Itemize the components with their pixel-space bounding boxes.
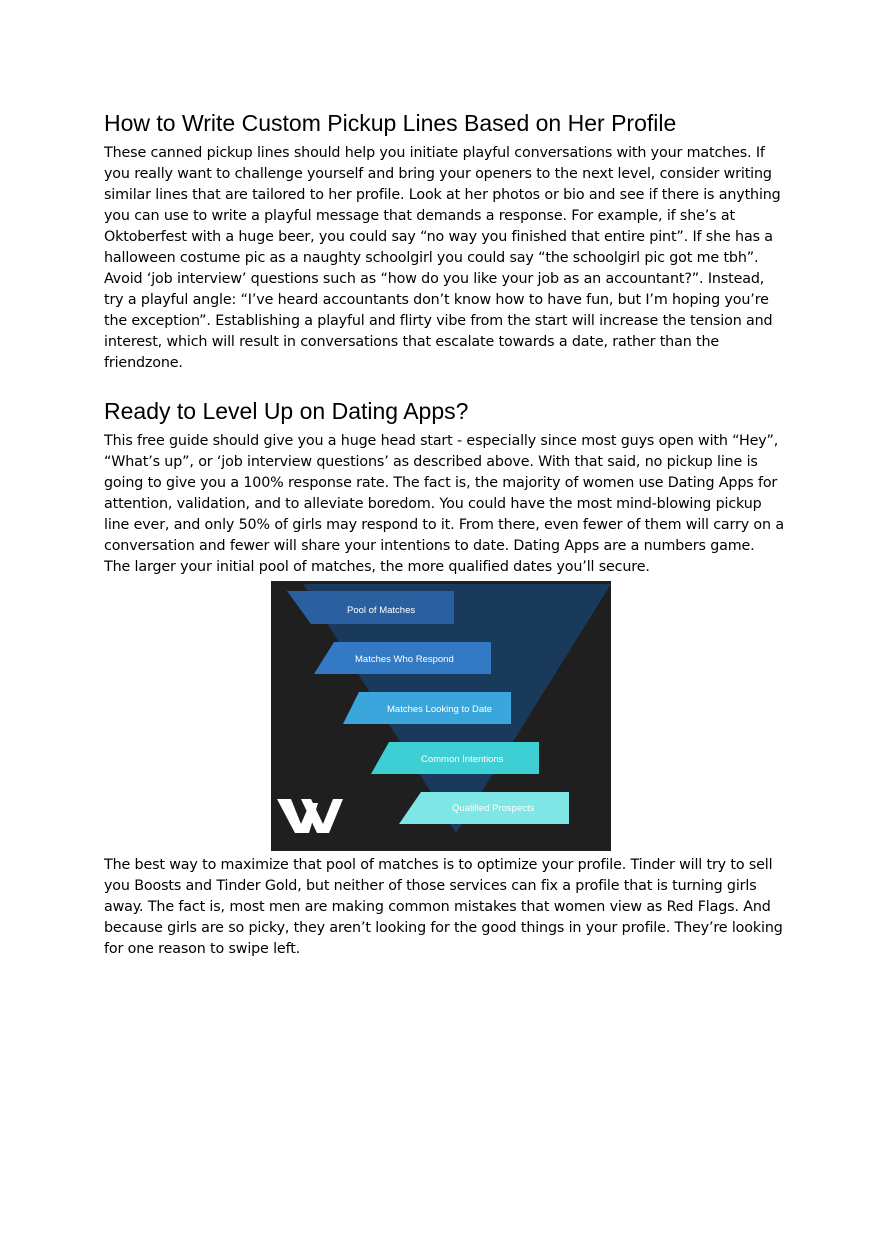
heading-custom-pickup-lines: How to Write Custom Pickup Lines Based on Her Profile [104,110,677,136]
funnel-stage-4 [371,742,539,774]
funnel-stage-5-label: Qualified Prospects [452,803,535,814]
dating-funnel-figure [271,581,611,851]
funnel-stage-1-label: Pool of Matches [347,605,416,616]
paragraph-optimize-profile: The best way to maximize that pool of matches is to optimize your profile. Tinder will try to sell you Boosts and Tinder Gold, but neither of those services can fix a profile that is turning girls away. The fact is, most men are making common mistakes that women view as Red Flags. And because girls are so picky, they aren’t looking for the good things in your profile. They’re looking for one reason to swipe left. [104,857,783,957]
funnel-stage-5 [399,792,569,824]
funnel-stage-2-label: Matches Who Respond [355,654,454,665]
funnel-stage-4-label: Common Intentions [421,754,504,765]
funnel-graphic [271,581,611,851]
funnel-stage-3 [343,692,511,724]
funnel-stage-3-label: Matches Looking to Date [387,704,493,715]
document-content [104,108,784,960]
paragraph-custom-pickup-lines: These canned pickup lines should help you initiate playful conversations with your matches. If you really want to challenge yourself and bring your openers to the next level, consider writing similar lines that are tailored to her profile. Look at her photos or bio and see if there is anything you can use to write a playful message that demands a response. For example, if she’s at Oktoberfest with a huge beer, you could say “no way you finished that entire pint”. If she has a halloween costume pic as a naughty schoolgirl you could say “the schoolgirl pic got me tbh”. Avoid ‘job interview’ questions such as “how do you like your job as an accountant?”. Instead, try a playful angle: “I’ve heard accountants don’t know how to have fun, but I’m hoping you’re the exception”. Establishing a playful and flirty vibe from the start will increase the tension and interest, which will result in conversations that escalate towards a date, rather than the friendzone. [104,145,781,371]
paragraph-level-up: This free guide should give you a huge head start - especially since most guys open with “Hey”, “What’s up”, or ‘job interview questions’ as described above. With that said, no pickup line is going to give you a 100% response rate. The fact is, the majority of women use Dating Apps for attention, validation, and to alleviate boredom. You could have the most mind-blowing pickup line ever, and only 50% of girls may respond to it. From there, even fewer of them will carry on a conversation and fewer will share your intentions to date. Dating Apps are a numbers game. The larger your initial pool of matches, the more qualified dates you’ll secure. [104,433,784,575]
heading-level-up: Ready to Level Up on Dating Apps? [104,398,469,424]
funnel-stage-1 [287,591,454,624]
funnel-stage-2 [314,642,491,674]
